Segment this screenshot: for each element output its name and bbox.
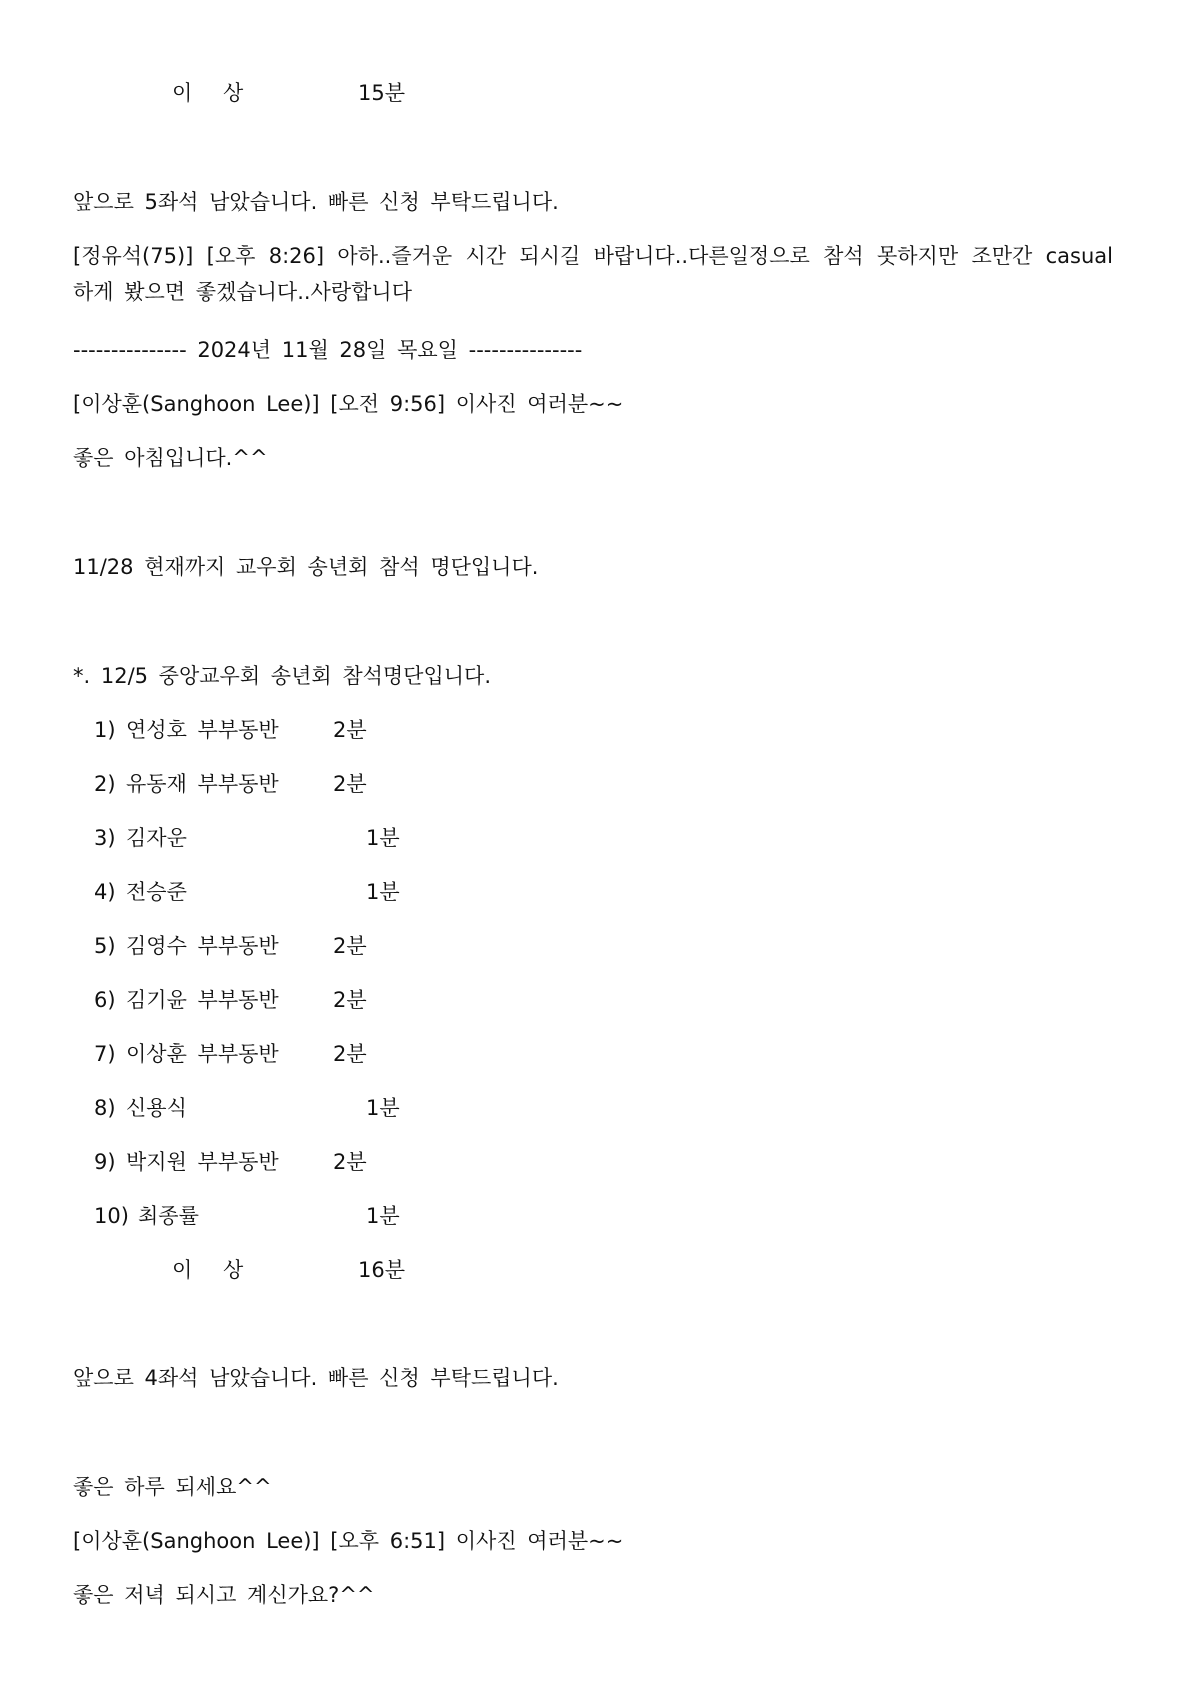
bottom-total-amount: 16분 <box>358 1258 406 1282</box>
list-item-count: 2분 <box>333 1042 367 1066</box>
chat-message-1: [정유석(75)] [오후 8:26] 아하..즐거운 시간 되시길 바랍니다..다른일정으로 참석 못하지만 조만간 casual 하게 봤으면 좋겠습니다..사랑합니다 <box>73 244 1113 304</box>
list-item-number: 2) <box>94 772 116 796</box>
list-item-count: 2분 <box>333 1150 367 1174</box>
list-item-name: 유동재 부부동반 <box>126 772 279 796</box>
list-item-count: 1분 <box>366 1096 400 1120</box>
list-item-number: 8) <box>94 1096 116 1120</box>
attendee-list-intro: 11/28 현재까지 교우회 송년회 참석 명단입니다. <box>73 555 539 579</box>
list-item-name: 박지원 부부동반 <box>126 1150 279 1174</box>
list-item-name: 전승준 <box>126 880 187 904</box>
list-item-count: 2분 <box>333 772 367 796</box>
bottom-total-label: 이 상 <box>172 1258 254 1282</box>
closing-greeting: 좋은 하루 되세요^^ <box>73 1475 272 1499</box>
top-total-label: 이 상 <box>172 81 254 105</box>
list-item-number: 9) <box>94 1150 116 1174</box>
evening-greeting: 좋은 저녁 되시고 계신가요?^^ <box>73 1583 375 1607</box>
list-item-name: 연성호 부부동반 <box>126 718 279 742</box>
list-item-name: 김영수 부부동반 <box>126 934 279 958</box>
list-item-number: 6) <box>94 988 116 1012</box>
list-item-number: 3) <box>94 826 116 850</box>
list-item-count: 2분 <box>333 934 367 958</box>
remaining-seats-notice-1: 앞으로 5좌석 남았습니다. 빠른 신청 부탁드립니다. <box>73 190 559 214</box>
list-item-name: 최종률 <box>138 1204 199 1228</box>
remaining-seats-notice-2: 앞으로 4좌석 남았습니다. 빠른 신청 부탁드립니다. <box>73 1366 559 1390</box>
list-item-number: 7) <box>94 1042 116 1066</box>
list-item-number: 1) <box>94 718 116 742</box>
morning-greeting: 좋은 아침입니다.^^ <box>73 446 268 470</box>
list-item-number: 4) <box>94 880 116 904</box>
list-item-count: 1분 <box>366 1204 400 1228</box>
list-item-number: 5) <box>94 934 116 958</box>
list-item-name: 김자운 <box>126 826 187 850</box>
date-separator: --------------- 2024년 11월 28일 목요일 --------------- <box>73 338 583 362</box>
list-item-number: 10) <box>94 1204 129 1228</box>
list-item-name: 김기윤 부부동반 <box>126 988 279 1012</box>
top-total-amount: 15분 <box>358 81 406 105</box>
list-item-name: 이상훈 부부동반 <box>126 1042 279 1066</box>
chat-message-3-header: [이상훈(Sanghoon Lee)] [오후 6:51] 이사진 여러분~~ <box>73 1529 624 1553</box>
list-item-name: 신용식 <box>126 1096 187 1120</box>
list-item-count: 2분 <box>333 718 367 742</box>
list-item-count: 2분 <box>333 988 367 1012</box>
chat-message-2-header: [이상훈(Sanghoon Lee)] [오전 9:56] 이사진 여러분~~ <box>73 392 624 416</box>
attendee-list-title: *. 12/5 중앙교우회 송년회 참석명단입니다. <box>73 664 491 688</box>
list-item-count: 1분 <box>366 826 400 850</box>
list-item-count: 1분 <box>366 880 400 904</box>
